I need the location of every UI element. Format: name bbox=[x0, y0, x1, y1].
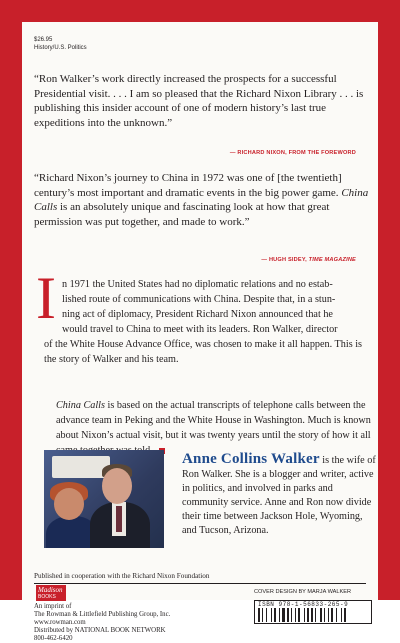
description-line: would travel to China to meet with its leaders. Ron Walker, director bbox=[62, 324, 338, 335]
publisher-line: Distributed by NATIONAL BOOK NETWORK bbox=[34, 627, 166, 634]
price-block bbox=[34, 36, 87, 52]
barcode-icon bbox=[258, 608, 368, 622]
author-name: Anne Collins Walker bbox=[182, 451, 320, 467]
publisher-line: The Rowman & Littlefield Publishing Group, Inc. bbox=[34, 611, 171, 618]
cover-panel bbox=[22, 22, 378, 642]
description-para2 bbox=[56, 398, 374, 458]
author-bio-text: is the wife of Ron Walker. She is a blogger and writer, active in politics, and involved in parks and community service. Anne and Ron now divide their time between Jackson Hole, Wyoming, and Tucson, Arizona. bbox=[182, 455, 376, 536]
published-note: Published in cooperation with the Richard Nixon Foundation bbox=[34, 572, 210, 580]
description-line: lished route of communications with China. Despite that, in a stun- bbox=[62, 294, 336, 305]
quote-nixon-attribution: — RICHARD NIXON, FROM THE FOREWORD bbox=[229, 150, 356, 156]
description-para1-lead bbox=[44, 277, 374, 337]
publisher-logo-sub: BOOKS bbox=[38, 594, 56, 600]
drop-cap: I bbox=[36, 265, 56, 331]
quote-sidey bbox=[34, 171, 370, 229]
design-credit: COVER DESIGN BY MARJA WALKER bbox=[254, 589, 351, 595]
author-photo bbox=[44, 450, 164, 548]
divider bbox=[34, 583, 366, 584]
quote-sidey-attribution-name: — HUGH SIDEY, bbox=[261, 257, 309, 263]
category: History/U.S. Politics bbox=[34, 45, 87, 51]
quote-sidey-attribution bbox=[261, 257, 356, 263]
description-line: n 1971 the United States had no diplomatic relations and no estab- bbox=[62, 279, 333, 290]
quote-sidey-attribution-source: TIME MAGAZINE bbox=[308, 257, 356, 263]
description-line: ning act of diplomacy, President Richard Nixon announced that he bbox=[62, 309, 333, 320]
quote-sidey-text-1: “Richard Nixon’s journey to China in 1972 was one of [the twentieth] century’s most important and dramatic events in the big power game. bbox=[34, 172, 342, 199]
price: $26.95 bbox=[34, 37, 53, 43]
isbn: ISBN 978-1-56833-265-9 bbox=[258, 601, 349, 608]
quote-nixon: “Ron Walker’s work directly increased the prospects for a successful Presidential visit. . . . I am so pleased that the Richard Nixon Library . . . is publishing this insider account of one of modern history’s last true expeditions into the unknown.” bbox=[34, 73, 364, 129]
quote-sidey-book-title: China Calls bbox=[34, 186, 369, 213]
description-para2-text: is based on the actual transcripts of telephone calls between the advance team in Peking and the White House in Washington. Much is known about Nixon’s actual visit, but it was twenty years until the story of how it all bbox=[56, 400, 371, 441]
description-book-title: China Calls bbox=[56, 400, 105, 411]
description-para1-rest: of the White House Advance Office, was chosen to make it all happen. This is the story of Walker and his team. bbox=[44, 339, 362, 365]
publisher-info bbox=[34, 603, 170, 643]
quote-sidey-text-2: is an absolutely unique and fascinating look at how that great permission was put together, and made to work.” bbox=[34, 201, 330, 228]
publisher-logo bbox=[36, 585, 66, 601]
publisher-line: 800-462-6420 bbox=[34, 635, 73, 642]
author-bio bbox=[182, 452, 376, 538]
publisher-logo-text: Madison bbox=[38, 586, 63, 594]
publisher-line: An imprint of bbox=[34, 603, 72, 610]
publisher-line: www.rowman.com bbox=[34, 619, 86, 626]
